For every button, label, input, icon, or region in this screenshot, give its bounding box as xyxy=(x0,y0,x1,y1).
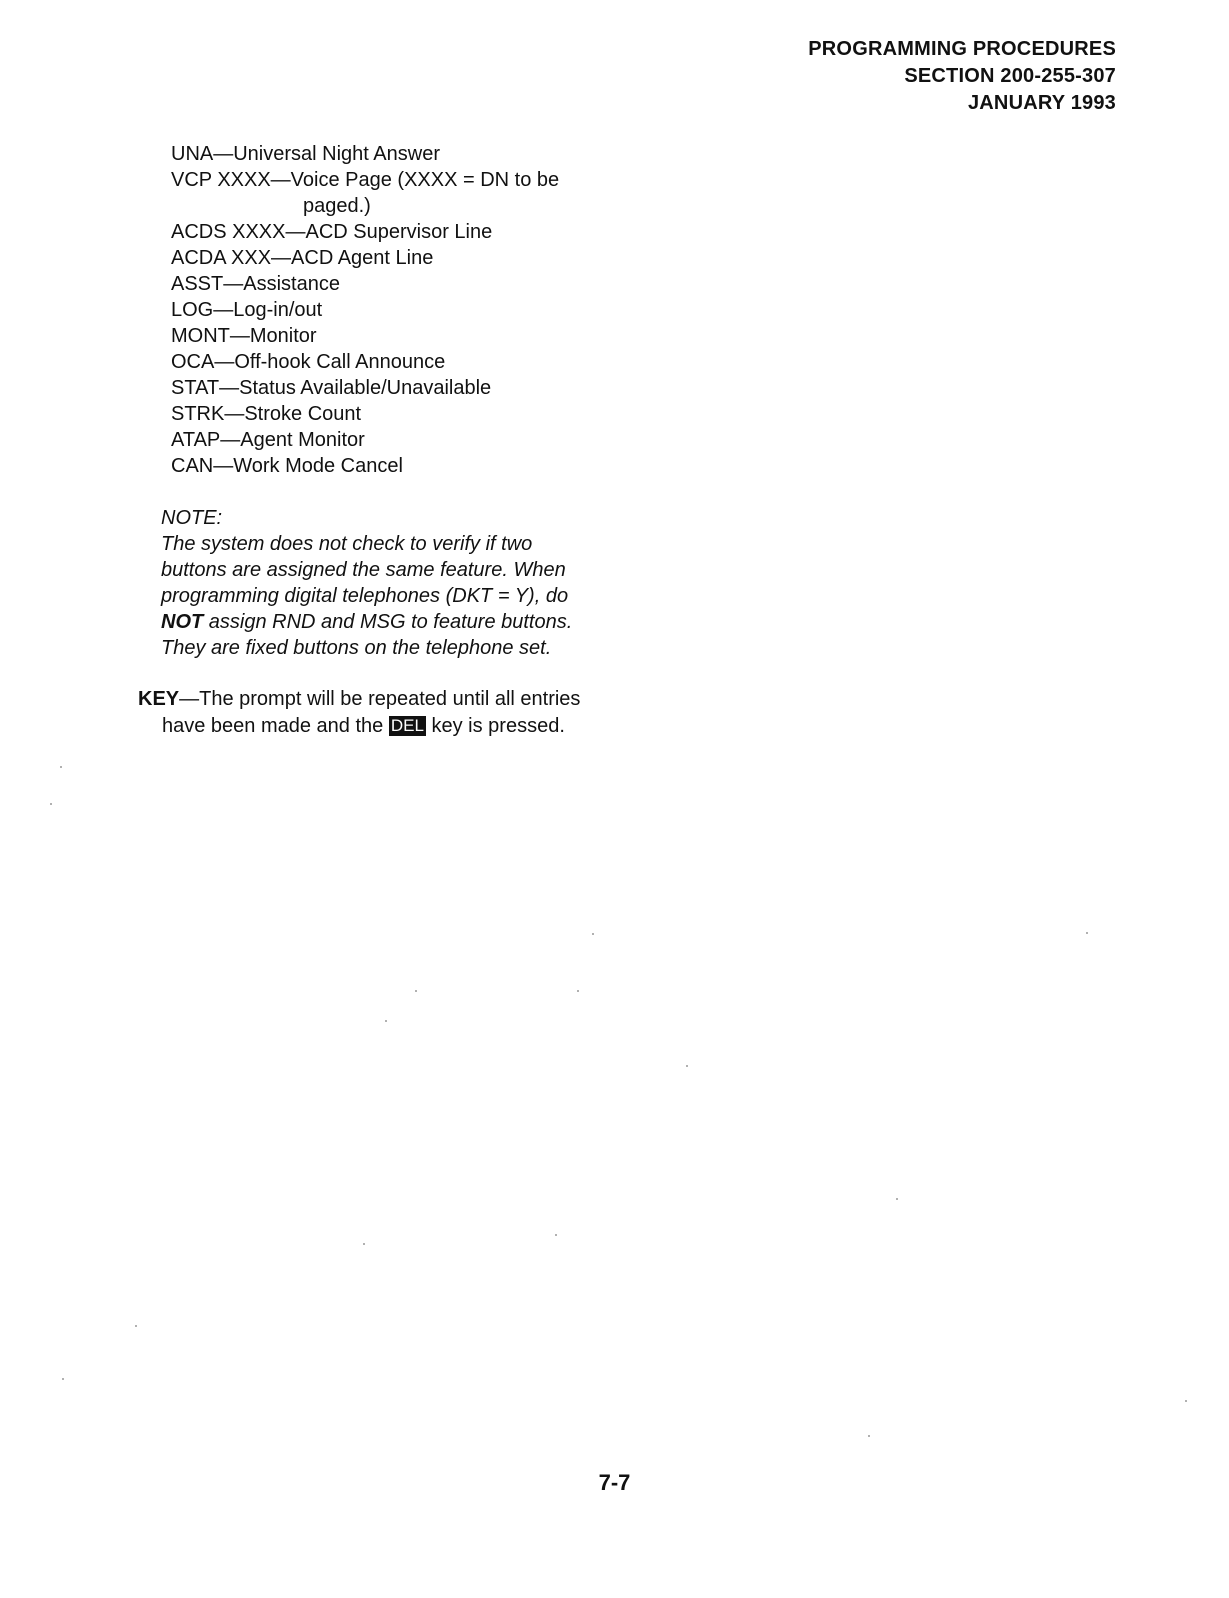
note-title: NOTE: xyxy=(161,507,223,529)
scan-speck xyxy=(1086,932,1088,934)
feature-item-asst: ASST—Assistance xyxy=(171,273,340,295)
scan-speck xyxy=(62,1378,64,1380)
feature-item-acda: ACDA XXX—ACD Agent Line xyxy=(171,247,434,269)
scan-speck xyxy=(555,1234,557,1236)
header-title: PROGRAMMING PROCEDURES xyxy=(808,38,1116,60)
feature-item-vcp-continued: paged.) xyxy=(303,195,371,217)
feature-item-una: UNA—Universal Night Answer xyxy=(171,143,440,165)
scan-speck xyxy=(592,933,594,935)
feature-item-stat: STAT—Status Available/Unavailable xyxy=(171,377,492,399)
feature-item-log: LOG—Log-in/out xyxy=(171,299,323,321)
note-text-before: The system does not check to verify if two buttons are assigned the same feature. When programming digital telephones (DKT = Y), do xyxy=(161,533,569,607)
header-section: SECTION 200-255-307 xyxy=(904,65,1116,87)
key-line-2 xyxy=(138,713,618,740)
feature-list xyxy=(171,141,631,479)
key-text-line2-before: have been made and the xyxy=(162,715,389,737)
scan-speck xyxy=(896,1198,898,1200)
feature-item-can: CAN—Work Mode Cancel xyxy=(171,455,403,477)
del-key-icon: DEL xyxy=(390,716,424,735)
feature-item-oca: OCA—Off-hook Call Announce xyxy=(171,351,446,373)
feature-item-mont: MONT—Monitor xyxy=(171,325,317,347)
scan-speck xyxy=(868,1435,870,1437)
key-paragraph xyxy=(138,686,618,740)
scan-speck xyxy=(50,803,52,805)
key-text-line1: —The prompt will be repeated until all entries xyxy=(179,688,581,710)
scan-speck xyxy=(577,990,579,992)
scan-speck xyxy=(60,766,62,768)
page-number: 7-7 xyxy=(598,1470,631,1495)
feature-item-acds: ACDS XXXX—ACD Supervisor Line xyxy=(171,221,493,243)
note-block xyxy=(161,505,591,661)
scan-speck xyxy=(385,1020,387,1022)
scan-speck xyxy=(415,990,417,992)
note-text-after: assign RND and MSG to feature buttons. They are fixed buttons on the telephone set. xyxy=(161,611,573,659)
feature-item-vcp: VCP XXXX—Voice Page (XXXX = DN to be xyxy=(171,169,560,191)
scan-speck xyxy=(135,1325,137,1327)
note-body xyxy=(161,531,591,661)
key-label: KEY xyxy=(138,688,180,710)
feature-item-strk: STRK—Stroke Count xyxy=(171,403,362,425)
scan-speck xyxy=(363,1243,365,1245)
scan-speck xyxy=(1185,1400,1187,1402)
header-date: JANUARY 1993 xyxy=(967,92,1116,114)
note-emphasis: NOT xyxy=(161,611,204,633)
page-header xyxy=(808,36,1116,117)
key-text-line2-after: key is pressed. xyxy=(425,715,565,737)
scan-speck xyxy=(686,1065,688,1067)
key-line-1 xyxy=(138,686,618,713)
feature-item-atap: ATAP—Agent Monitor xyxy=(171,429,365,451)
